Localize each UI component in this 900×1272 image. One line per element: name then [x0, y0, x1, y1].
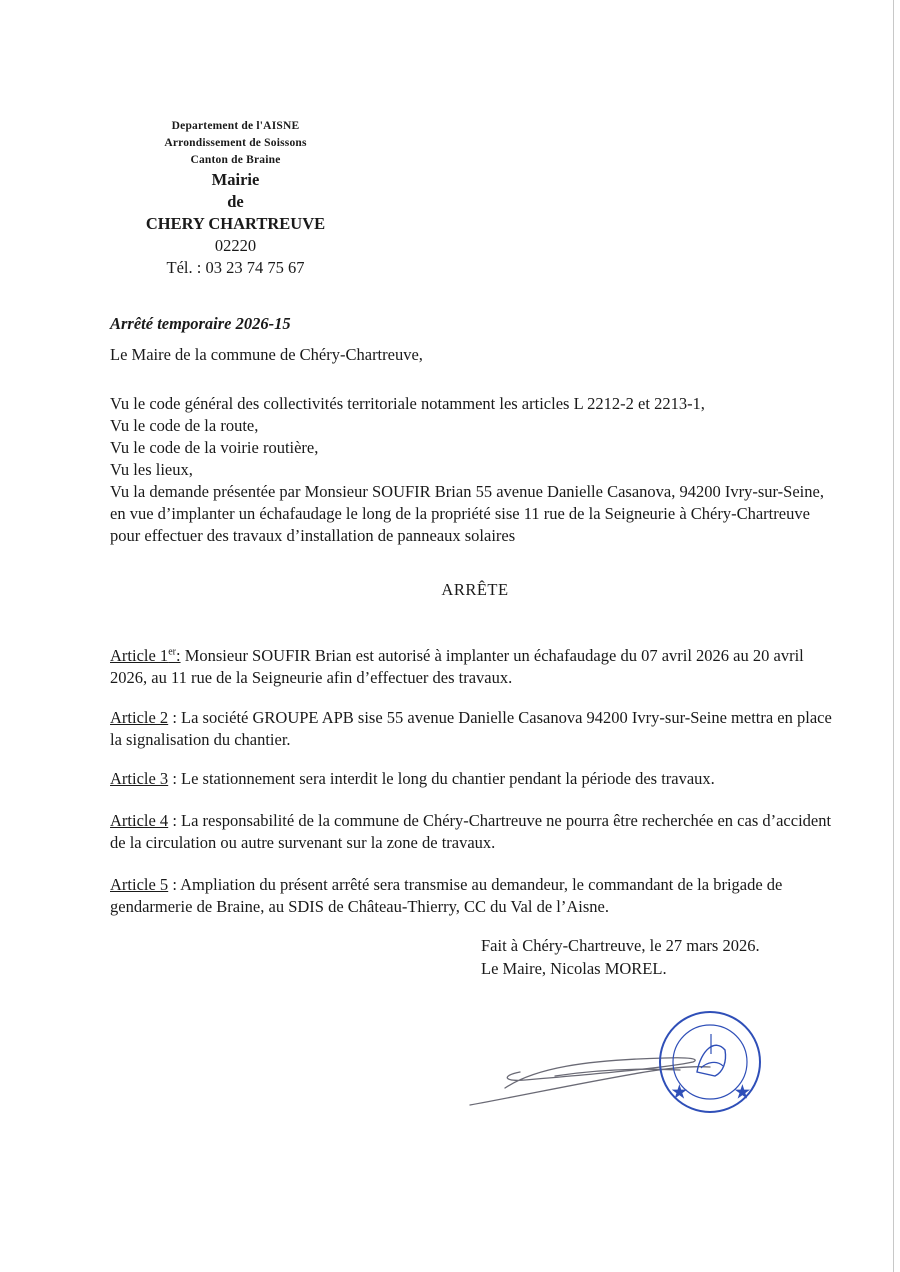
arrete-heading: ARRÊTE: [441, 580, 509, 599]
article-4-label: Article 4: [110, 811, 169, 830]
signature-and-stamp: [465, 1010, 775, 1125]
vu-line-3: Vu le code de la voirie routière,: [110, 438, 319, 457]
signataire: Le Maire, Nicolas MOREL.: [481, 959, 667, 978]
letterhead: [133, 118, 338, 279]
postal-code: 02220: [214, 236, 257, 255]
commune-name: CHERY CHARTREUVE: [145, 214, 326, 233]
mairie-de: de: [227, 192, 244, 211]
arrondissement: Arrondissement de Soissons: [164, 137, 307, 149]
vu-line-5: Vu la demande présentée par Monsieur SOUFIR Brian 55 avenue Danielle Casanova, 94200 Ivry-sur-Seine, en vue d’implanter un échafaudage le long de la propriété sise 11 rue de la Seigneurie à Chéry-Chartreuve pour effectuer des travaux d’installation de panneaux solaires: [110, 482, 824, 545]
article-1: [110, 645, 840, 689]
article-2-text: : La société GROUPE APB sise 55 avenue Danielle Casanova 94200 Ivry-sur-Seine mettra en place la signalisation du chantier.: [110, 708, 832, 749]
signature-block: [481, 934, 760, 980]
article-1-text: Monsieur SOUFIR Brian est autorisé à implanter un échafaudage du 07 avril 2026 au 20 avril 2026, au 11 rue de la Seigneurie afin d’effectuer des travaux.: [110, 646, 804, 687]
fait-a-date: Fait à Chéry-Chartreuve, le 27 mars 2026.: [481, 936, 760, 955]
telephone: Tél. : 03 23 74 75 67: [166, 258, 305, 277]
article-2: [110, 707, 840, 751]
article-5-text: : Ampliation du présent arrêté sera transmise au demandeur, le commandant de la brigade de gendarmerie de Braine, au SDIS de Château-Thierry, CC du Val de l’Aisne.: [110, 875, 783, 916]
article-4-text: : La responsabilité de la commune de Chéry-Chartreuve ne pourra être recherchée en cas d’accident de la circulation ou autre survenant sur la zone de travaux.: [110, 811, 832, 852]
article-1-label: Article 1er:: [110, 646, 181, 665]
vu-line-1: Vu le code général des collectivités territoriale notamment les articles L 2212-2 et 2213-1,: [110, 394, 705, 413]
scan-edge-line: [893, 0, 894, 1272]
canton: Canton de Braine: [190, 154, 281, 166]
vu-line-2: Vu le code de la route,: [110, 416, 259, 435]
article-2-label: Article 2: [110, 708, 169, 727]
article-4: [110, 810, 840, 854]
article-3-label: Article 3: [110, 769, 169, 788]
article-5-label: Article 5: [110, 875, 169, 894]
article-3: [110, 768, 840, 790]
article-5: [110, 874, 840, 918]
mairie-stamp: [660, 1012, 760, 1112]
article-3-text: : Le stationnement sera interdit le long du chantier pendant la période des travaux.: [168, 769, 715, 788]
intro-line: Le Maire de la commune de Chéry-Chartreuve,: [110, 345, 423, 364]
stamp-star-left: ★: [674, 1085, 685, 1099]
arrete-number-title: Arrêté temporaire 2026-15: [110, 314, 291, 333]
departement: Departement de l'AISNE: [171, 120, 300, 132]
vu-line-4: Vu les lieux,: [110, 460, 193, 479]
stamp-star-right: ★: [737, 1085, 748, 1099]
mairie-title: Mairie: [211, 170, 260, 189]
